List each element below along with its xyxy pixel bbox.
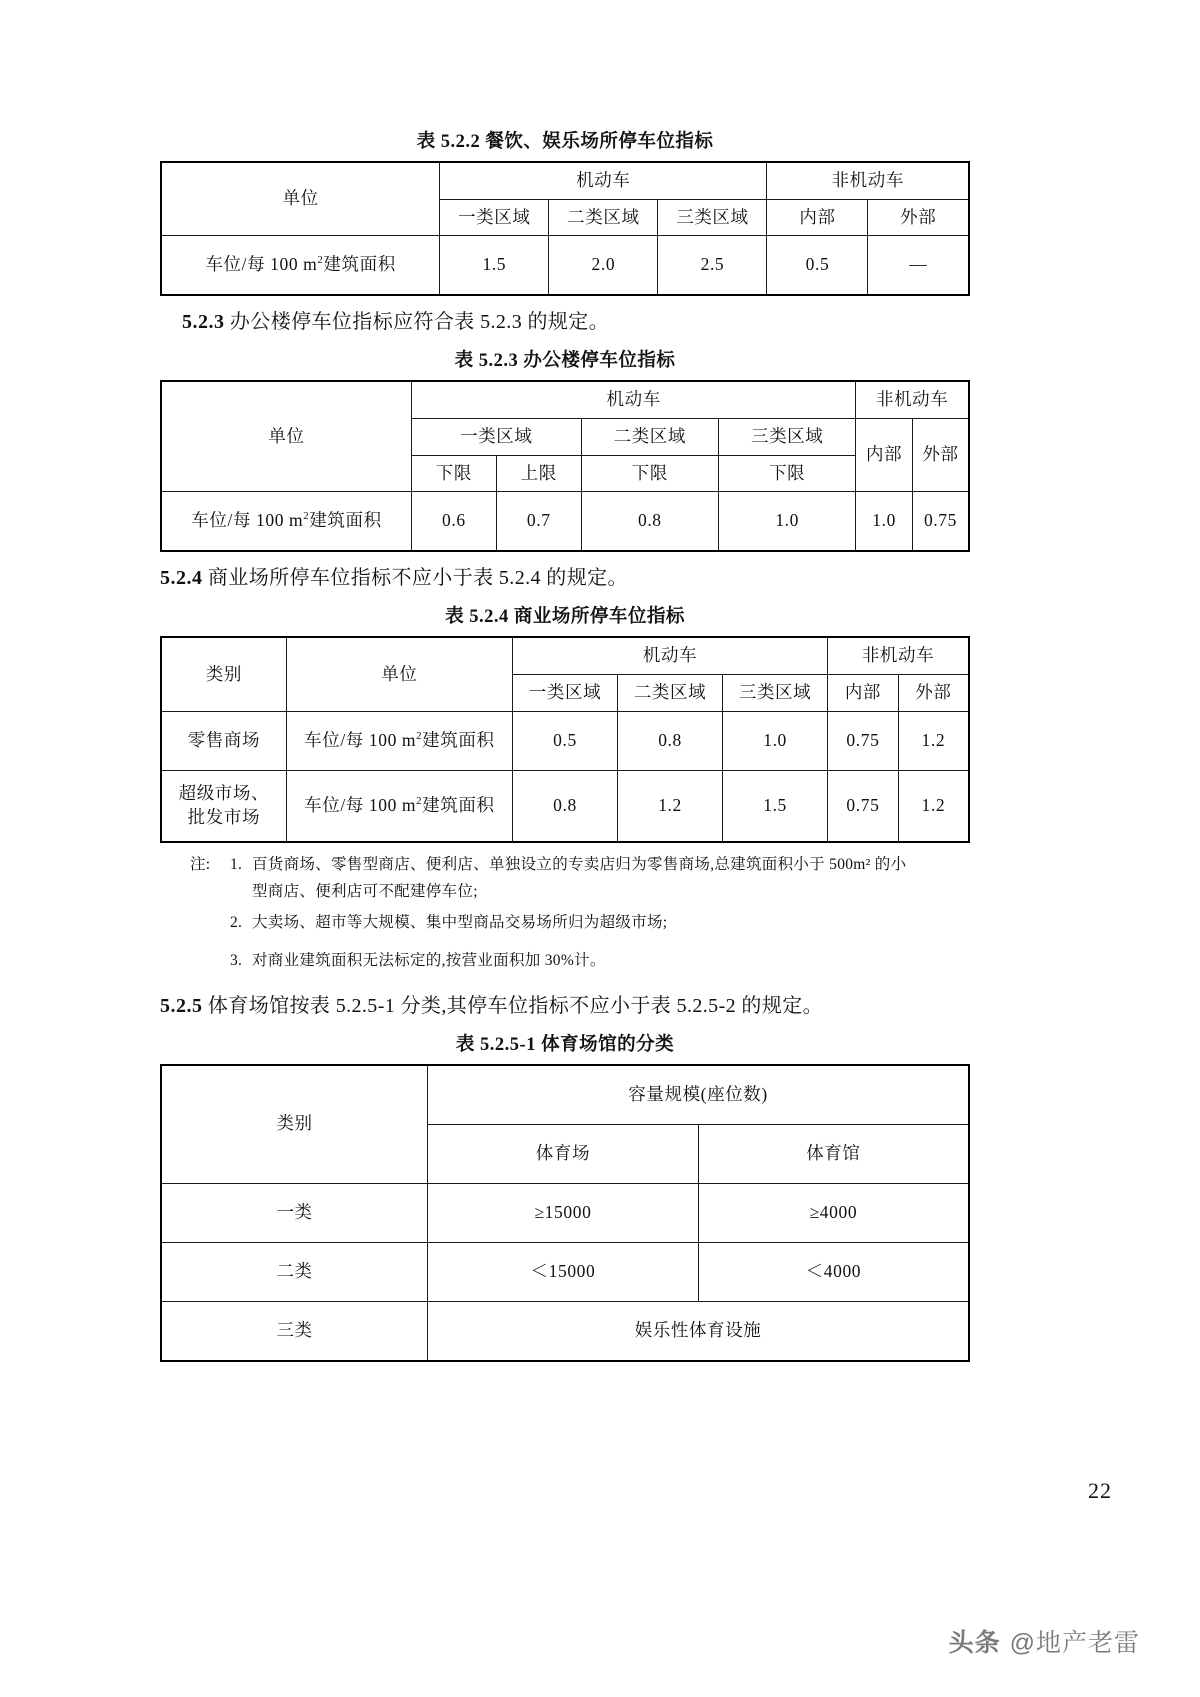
table-row xyxy=(161,492,969,552)
table-524 xyxy=(160,636,970,842)
cell-motor-header: 机动车 xyxy=(411,381,855,418)
table-523 xyxy=(160,380,970,552)
cell-outer: 外部 xyxy=(868,199,969,236)
cell-category: 零售商场 xyxy=(161,711,286,770)
cell-limit-1: 下限 xyxy=(411,455,496,492)
table-row xyxy=(161,1301,969,1361)
clause-523 xyxy=(160,307,970,337)
unit-text-pre: 车位/每 100 m xyxy=(191,510,304,531)
unit-superscript: 2 xyxy=(416,729,423,742)
cell-zone-3: 三类区域 xyxy=(723,674,828,711)
cell-motor-header: 机动车 xyxy=(440,162,767,199)
page-number: 22 xyxy=(1088,1478,1112,1503)
cell-value: 1.5 xyxy=(440,236,549,296)
cell-value: 1.2 xyxy=(898,711,969,770)
cell-category-header: 类别 xyxy=(161,637,286,711)
table-524-caption: 表 5.2.4 商业场所停车位指标 xyxy=(445,607,685,628)
cell-value: 1.0 xyxy=(719,492,856,552)
cell-zone-1: 一类区域 xyxy=(512,674,617,711)
cell-value: ≥4000 xyxy=(698,1183,969,1242)
cell-category: 二类 xyxy=(161,1242,428,1301)
unit-text-pre: 车位/每 100 m xyxy=(205,254,318,275)
unit-text-post: 建筑面积 xyxy=(422,729,495,750)
cell-value: 0.75 xyxy=(828,770,899,842)
cell-value: 1.0 xyxy=(723,711,828,770)
unit-superscript: 2 xyxy=(416,794,423,807)
cell-value: 2.0 xyxy=(549,236,658,296)
cell-value: 1.0 xyxy=(856,492,913,552)
cell-unit-value xyxy=(161,236,440,296)
cell-unit-header: 单位 xyxy=(286,637,512,711)
cell-value: 2.5 xyxy=(658,236,767,296)
note-item xyxy=(190,949,970,973)
cell-inner: 内部 xyxy=(828,674,899,711)
cell-category-line1: 超级市场、 xyxy=(178,782,270,803)
unit-text-post: 建筑面积 xyxy=(422,794,495,815)
table-row xyxy=(161,1065,969,1125)
cell-unit-value xyxy=(286,711,512,770)
watermark xyxy=(949,1623,1140,1659)
cell-value: 0.6 xyxy=(411,492,496,552)
cell-inner: 内部 xyxy=(767,199,868,236)
cell-value: 1.2 xyxy=(898,770,969,842)
cell-zone-3: 三类区域 xyxy=(658,199,767,236)
unit-superscript: 2 xyxy=(317,254,324,267)
table-522 xyxy=(160,161,970,296)
cell-limit-2: 上限 xyxy=(496,455,581,492)
table-5251-caption: 表 5.2.5-1 体育场馆的分类 xyxy=(455,1034,675,1055)
cell-nonmotor-header: 非机动车 xyxy=(856,381,969,418)
table-row xyxy=(161,1183,969,1242)
unit-text-pre: 车位/每 100 m xyxy=(304,729,417,750)
note-text: 对商业建筑面积无法标定的,按营业面积加 30%计。 xyxy=(252,951,606,969)
clause-523-number: 5.2.3 xyxy=(182,311,225,334)
table-row xyxy=(161,637,969,674)
cell-value: ≥15000 xyxy=(428,1183,699,1242)
cell-zone-1: 一类区域 xyxy=(411,418,581,455)
cell-unit-value xyxy=(161,492,411,552)
cell-value: ＜15000 xyxy=(428,1242,699,1301)
table-523-caption: 表 5.2.3 办公楼停车位指标 xyxy=(454,351,676,372)
cell-unit-header: 单位 xyxy=(161,381,411,491)
cell-limit-3: 下限 xyxy=(581,455,718,492)
cell-capacity-header: 容量规模(座位数) xyxy=(428,1065,969,1125)
clause-524-text: 商业场所停车位指标不应小于表 5.2.4 的规定。 xyxy=(207,567,628,590)
cell-category: 三类 xyxy=(161,1301,428,1361)
table-row xyxy=(161,381,969,418)
cell-value: 0.5 xyxy=(512,711,617,770)
table-522-caption: 表 5.2.2 餐饮、娱乐场所停车位指标 xyxy=(416,132,714,152)
clause-524-number: 5.2.4 xyxy=(160,567,203,590)
table-row xyxy=(161,236,969,296)
note-continuation: 型商店、便利店可不配建停车位; xyxy=(252,882,478,900)
cell-nonmotor-header: 非机动车 xyxy=(828,637,969,674)
clause-525 xyxy=(160,991,970,1021)
cell-value: 0.7 xyxy=(496,492,581,552)
cell-unit-header: 单位 xyxy=(161,162,440,236)
watermark-text: @地产老雷 xyxy=(1009,1629,1140,1657)
cell-value: 0.5 xyxy=(767,236,868,296)
note-item xyxy=(190,853,970,877)
table-row xyxy=(161,770,969,842)
cell-inner: 内部 xyxy=(856,418,913,491)
cell-merged-value: 娱乐性体育设施 xyxy=(428,1301,969,1361)
clause-524 xyxy=(160,563,970,593)
notes-label-spacer xyxy=(190,949,230,973)
note-text: 百货商场、零售型商店、便利店、单独设立的专卖店归为零售商场,总建筑面积小于 500m² 的小 xyxy=(252,855,907,873)
notes-label-spacer xyxy=(190,911,230,935)
clause-525-number: 5.2.5 xyxy=(160,994,203,1017)
cell-category: 一类 xyxy=(161,1183,428,1242)
cell-stadium-header: 体育场 xyxy=(428,1124,699,1183)
clause-525-text: 体育场馆按表 5.2.5-1 分类,其停车位指标不应小于表 5.2.5-2 的规定。 xyxy=(207,994,824,1017)
table-5251 xyxy=(160,1064,970,1362)
cell-zone-1: 一类区域 xyxy=(440,199,549,236)
unit-text-pre: 车位/每 100 m xyxy=(304,794,417,815)
cell-zone-2: 二类区域 xyxy=(618,674,723,711)
cell-zone-2: 二类区域 xyxy=(549,199,658,236)
cell-nonmotor-header: 非机动车 xyxy=(767,162,969,199)
table-row xyxy=(161,162,969,199)
table-row xyxy=(161,1242,969,1301)
cell-value: 1.2 xyxy=(618,770,723,842)
cell-motor-header: 机动车 xyxy=(512,637,827,674)
note-index: 1. xyxy=(230,855,243,873)
clause-523-text: 办公楼停车位指标应符合表 5.2.3 的规定。 xyxy=(229,311,610,334)
note-item xyxy=(190,911,970,935)
cell-zone-2: 二类区域 xyxy=(581,418,718,455)
cell-value: 0.75 xyxy=(828,711,899,770)
cell-outer: 外部 xyxy=(898,674,969,711)
page-content xyxy=(160,130,970,1362)
cell-unit-value xyxy=(286,770,512,842)
table-524-notes xyxy=(160,853,970,973)
cell-value: 0.8 xyxy=(512,770,617,842)
note-index: 2. xyxy=(230,913,243,931)
cell-value: 0.75 xyxy=(912,492,969,552)
cell-value: — xyxy=(868,236,969,296)
cell-value: 1.5 xyxy=(723,770,828,842)
cell-category-line2: 批发市场 xyxy=(187,806,261,827)
cell-outer: 外部 xyxy=(912,418,969,491)
table-row xyxy=(161,711,969,770)
note-index: 3. xyxy=(230,951,243,969)
cell-zone-3: 三类区域 xyxy=(719,418,856,455)
cell-category xyxy=(161,770,286,842)
unit-superscript: 2 xyxy=(303,510,310,523)
cell-value: 0.8 xyxy=(618,711,723,770)
unit-text-post: 建筑面积 xyxy=(309,510,382,531)
cell-limit-4: 下限 xyxy=(719,455,856,492)
notes-label: 注: xyxy=(190,855,211,873)
cell-value: 0.8 xyxy=(581,492,718,552)
cell-gym-header: 体育馆 xyxy=(698,1124,969,1183)
cell-value: ＜4000 xyxy=(698,1242,969,1301)
unit-text-post: 建筑面积 xyxy=(323,254,396,275)
note-text: 大卖场、超市等大规模、集中型商品交易场所归为超级市场; xyxy=(252,913,668,931)
cell-category-header: 类别 xyxy=(161,1065,428,1184)
watermark-logo: 头条 xyxy=(948,1629,1001,1657)
